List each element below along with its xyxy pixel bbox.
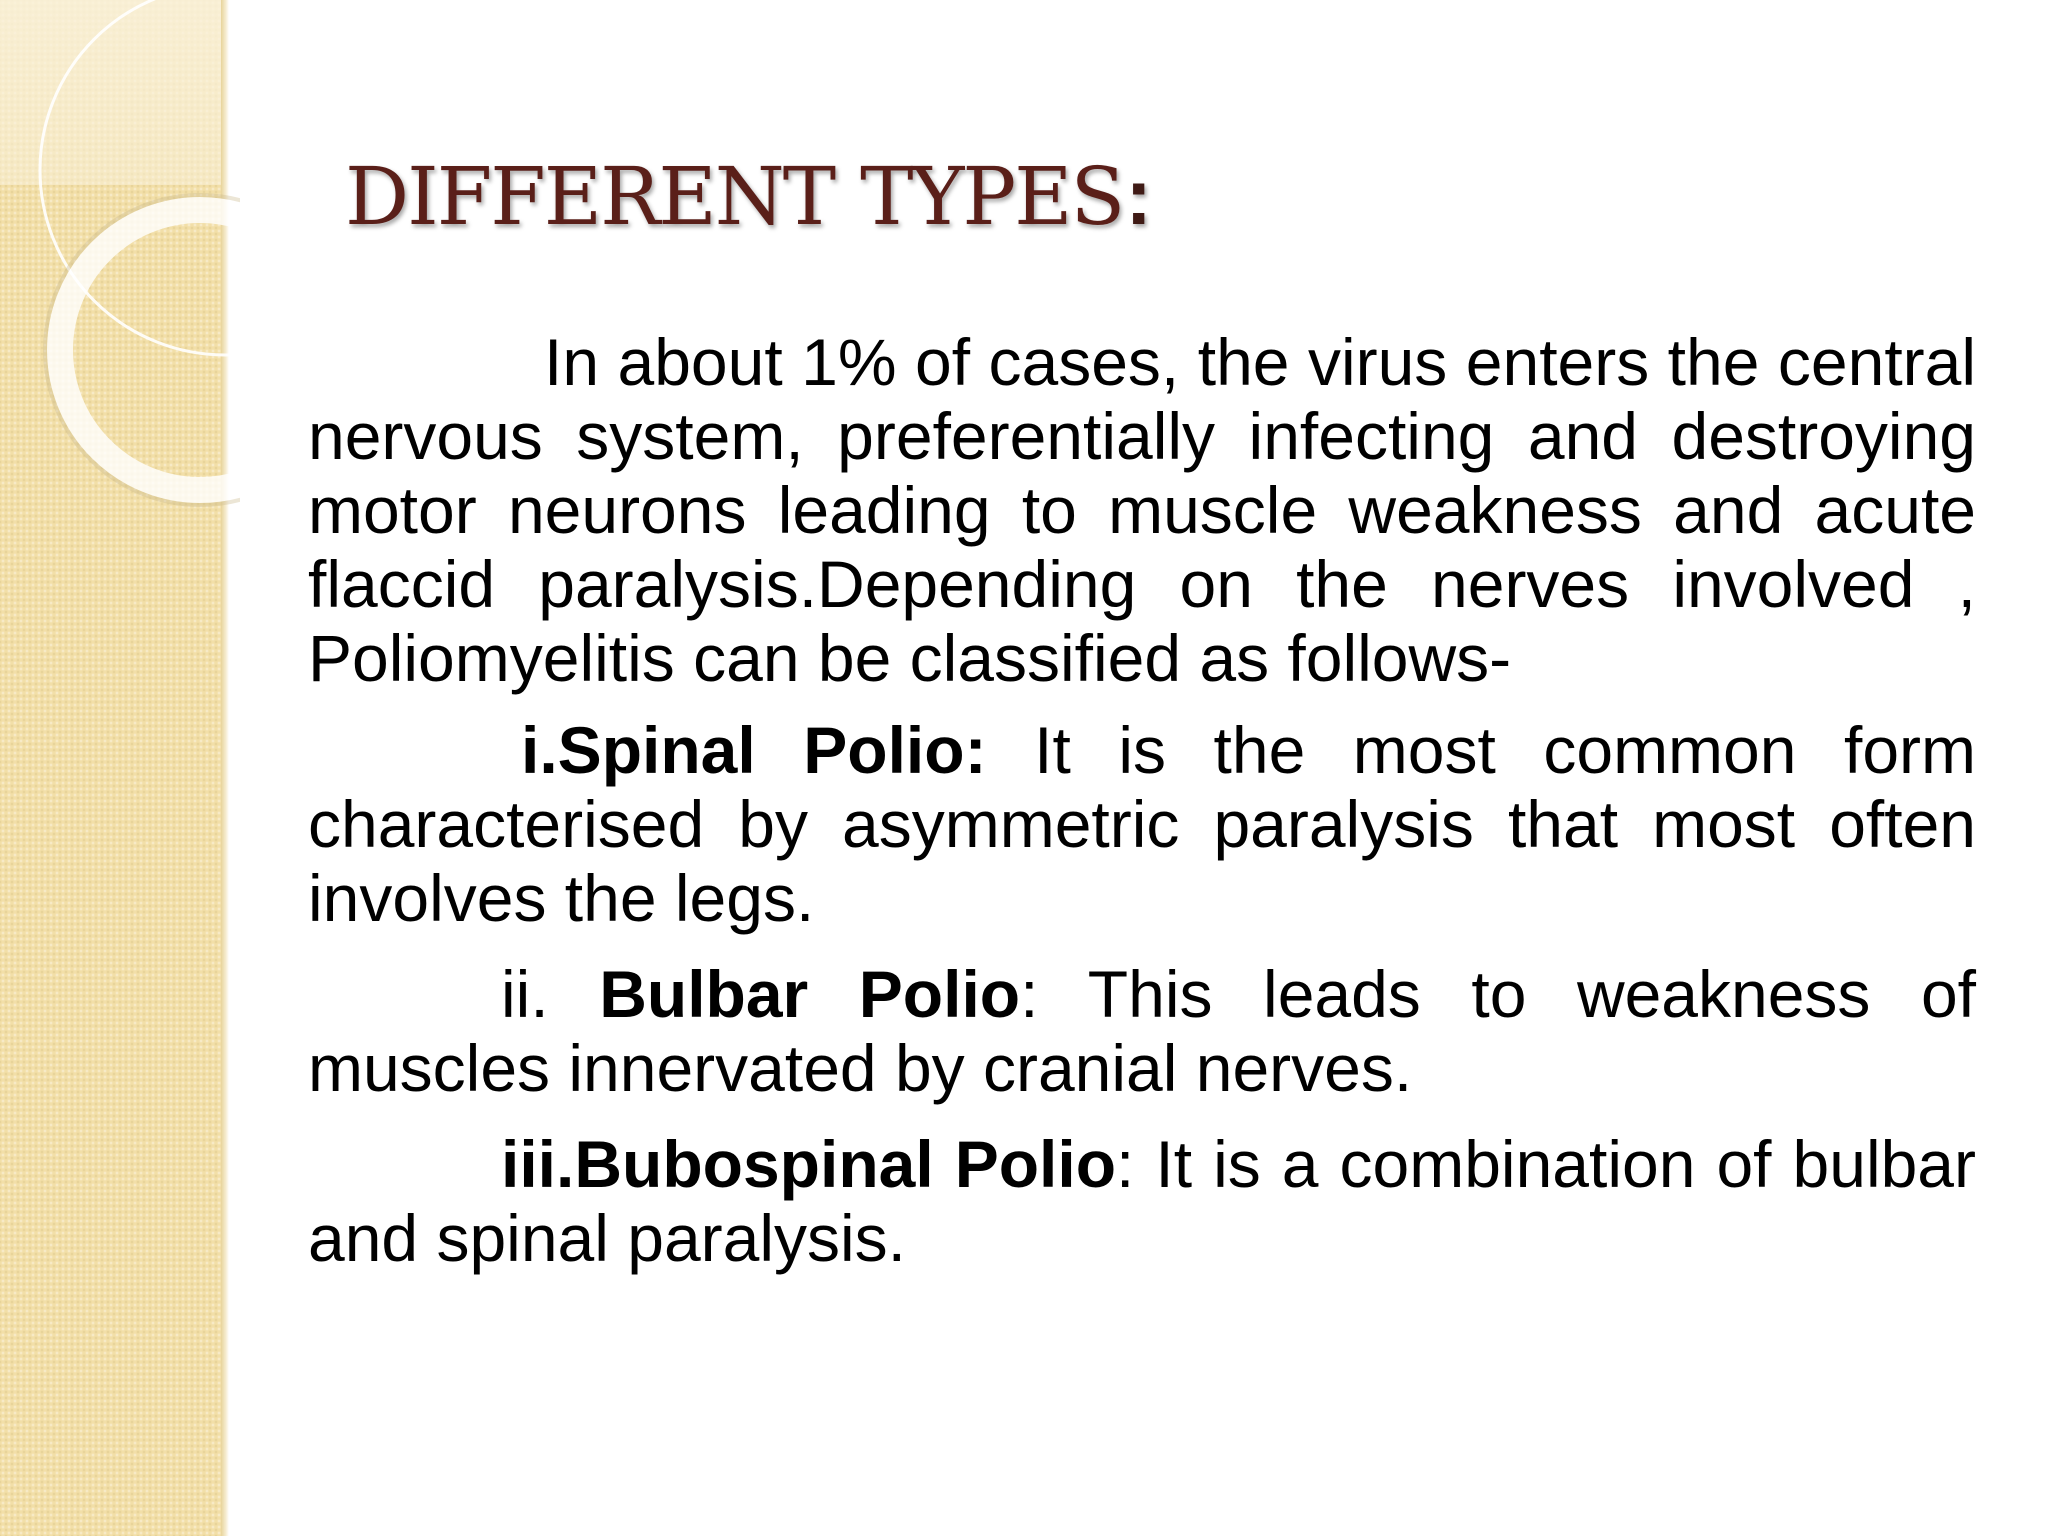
item-prefix: ii. (501, 957, 600, 1031)
slide-title (345, 150, 1150, 243)
item-term: Bulbar Polio (599, 957, 1021, 1031)
intro-paragraph: In about 1% of cases, the virus enters the central nervous system, preferentially infecting and destroying motor neurons leading to muscle weakness and acute flaccid paralysis.Depending on the nerves involved , Poliomyelitis can be classified as follows- (308, 325, 1976, 695)
small-ring-shadow (45, 195, 240, 505)
title-word-2: TYPES (860, 150, 1124, 243)
list-item-spinal-polio (308, 713, 1976, 935)
slide-body (308, 325, 1976, 1275)
title-word-1: DIFFERENT (345, 150, 835, 243)
small-ring (60, 210, 240, 490)
item-text: It is a combination of bulbar and spinal paralysis. (308, 1127, 1976, 1275)
item-term: i.Spinal Polio: (521, 713, 987, 787)
item-term: iii.Bubospinal Polio (501, 1127, 1117, 1201)
list-item-bubospinal-polio (308, 1127, 1976, 1275)
item-text: This leads to weakness of muscles innervated by cranial nerves. (308, 957, 1977, 1105)
item-separator: : (1116, 1127, 1135, 1201)
decorative-rings (0, 0, 240, 520)
list-item-bulbar-polio (308, 957, 1976, 1105)
item-separator: : (1020, 957, 1039, 1031)
item-text: It is the most common form characterised by asymmetric paralysis that most often involves the legs. (308, 713, 1976, 935)
title-colon: : (1125, 152, 1150, 241)
